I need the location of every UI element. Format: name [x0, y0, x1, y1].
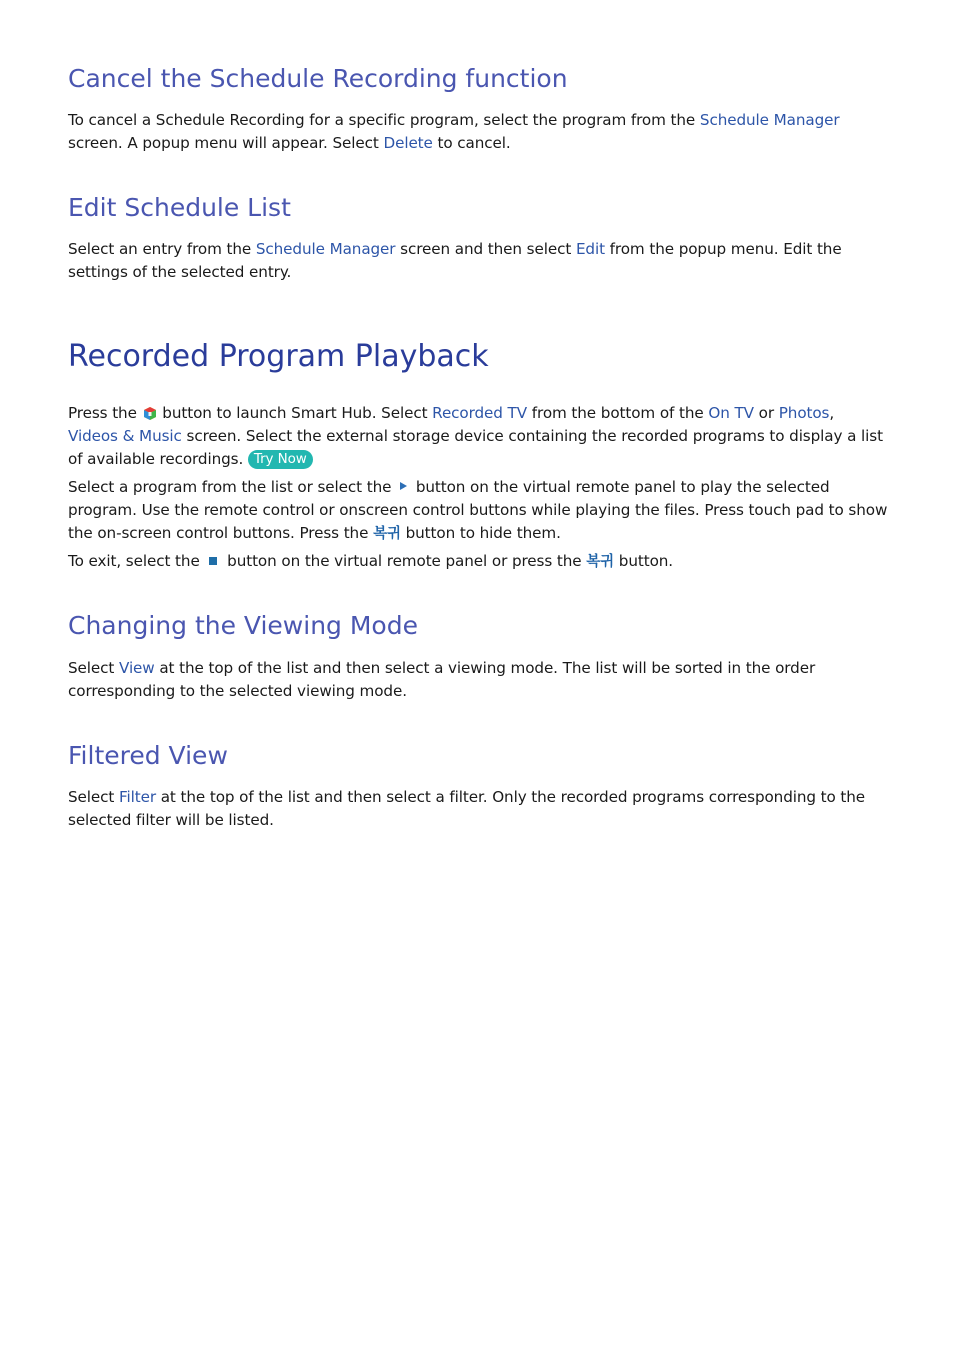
- text: button on the virtual remote panel to play the selected program. Use the remote control or onscreen control buttons while playing the files. Press touch pad to show the on-screen control buttons. Press the: [68, 478, 888, 542]
- text: ,: [829, 404, 835, 422]
- paragraph-playback-exit: [68, 550, 888, 574]
- text: button.: [614, 552, 674, 570]
- keyword-videos-music: Videos & Music: [68, 427, 182, 445]
- text: To cancel a Schedule Recording for a specific program, select the program from the: [68, 111, 700, 129]
- text: screen. Select the external storage device containing the recorded programs to display a list of available recordings.: [68, 427, 883, 468]
- keyword-return: 복귀: [586, 554, 615, 570]
- text: button to hide them.: [400, 524, 561, 542]
- stop-icon: [209, 557, 217, 565]
- text: Press the: [68, 404, 142, 422]
- text: button on the virtual remote panel or press the: [222, 552, 587, 570]
- text: Select: [68, 788, 119, 806]
- text: Select: [68, 659, 119, 677]
- try-now-button[interactable]: Try Now: [248, 450, 313, 469]
- paragraph-edit-schedule: [68, 238, 888, 284]
- heading-changing-viewing-mode: Changing the Viewing Mode: [68, 611, 418, 640]
- text: from the bottom of the: [527, 404, 709, 422]
- paragraph-viewing-mode: [68, 657, 888, 703]
- text: Select an entry from the: [68, 240, 256, 258]
- keyword-recorded-tv: Recorded TV: [432, 404, 528, 422]
- text: screen and then select: [395, 240, 576, 258]
- text: from the popup menu. Edit the settings of the selected entry.: [68, 240, 842, 281]
- text: Select a program from the list or select the: [68, 478, 397, 496]
- text: or: [753, 404, 779, 422]
- text: screen. A popup menu will appear. Select: [68, 134, 384, 152]
- keyword-on-tv: On TV: [708, 404, 754, 422]
- keyword-schedule-manager: Schedule Manager: [255, 240, 396, 258]
- keyword-schedule-manager: Schedule Manager: [699, 111, 840, 129]
- text: at the top of the list and then select a filter. Only the recorded programs corresponding to the selected filter will be listed.: [68, 788, 866, 829]
- play-icon: [400, 482, 407, 490]
- heading-recorded-program-playback: Recorded Program Playback: [68, 339, 489, 374]
- text: at the top of the list and then select a viewing mode. The list will be sorted in the order corresponding to the selected viewing mode.: [68, 659, 816, 700]
- text: To exit, select the: [68, 552, 205, 570]
- heading-cancel-schedule-recording: Cancel the Schedule Recording function: [68, 64, 568, 93]
- paragraph-cancel-schedule: [68, 109, 888, 155]
- text: to cancel.: [432, 134, 511, 152]
- keyword-view: View: [118, 659, 155, 677]
- keyword-return: 복귀: [373, 526, 401, 542]
- keyword-delete: Delete: [383, 134, 433, 152]
- keyword-photos: Photos: [778, 404, 830, 422]
- keyword-filter: Filter: [118, 788, 156, 806]
- paragraph-playback-launch: [68, 402, 888, 471]
- text: button to launch Smart Hub. Select: [157, 404, 433, 422]
- paragraph-filtered-view: [68, 786, 888, 832]
- keyword-edit: Edit: [575, 240, 605, 258]
- heading-edit-schedule-list: Edit Schedule List: [68, 193, 291, 222]
- heading-filtered-view: Filtered View: [68, 741, 228, 770]
- smart-hub-icon: [144, 404, 156, 417]
- paragraph-playback-select: [68, 476, 888, 546]
